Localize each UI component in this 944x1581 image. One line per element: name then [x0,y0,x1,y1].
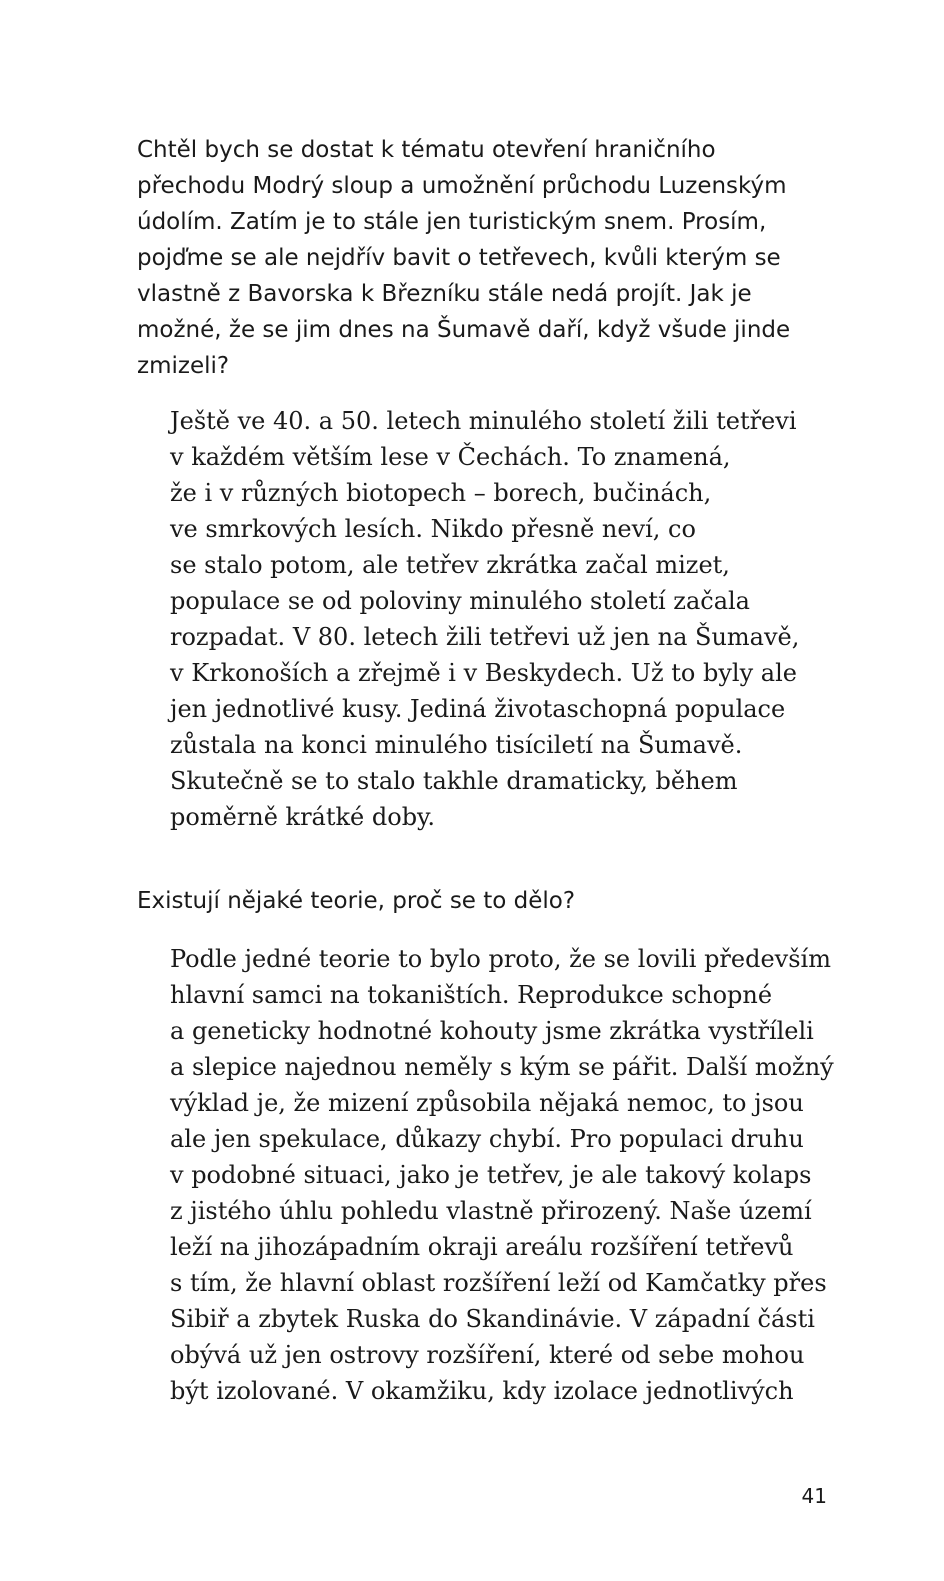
interview-question-1 [137,132,790,384]
text-line: jen jednotlivé kusy. Jediná životaschopná populace [170,695,786,723]
text-line: se stalo potom, ale tetřev zkrátka začal mizet, [170,551,730,579]
text-line: přechodu Modrý sloup a umožnění průchodu Luzenským [137,173,787,199]
text-line: zůstala na konci minulého tisíciletí na Šumavě. [170,731,743,759]
interview-answer-1 [170,403,799,835]
text-line: že i v různých biotopech – borech, bučinách, [170,479,712,507]
text-line: být izolované. V okamžiku, kdy izolace jednotlivých [170,1377,794,1405]
text-line: Chtěl bych se dostat k tématu otevření hraničního [137,137,716,163]
page-number: 41 [801,1484,827,1508]
text-line: možné, že se jim dnes na Šumavě daří, když všude jinde [137,317,791,343]
text-line: s tím, že hlavní oblast rozšíření leží od Kamčatky přes [170,1269,827,1297]
text-line: údolím. Zatím je to stále jen turistickým snem. Prosím, [137,209,767,235]
interview-question-2 [137,883,575,919]
text-line: Podle jedné teorie to bylo proto, že se lovili především [170,945,831,973]
text-line: v každém větším lese v Čechách. To znamená, [170,443,731,471]
text-line: poměrně krátké doby. [170,803,436,831]
text-line: Existují nějaké teorie, proč se to dělo? [137,888,576,914]
text-line: pojďme se ale nejdřív bavit o tetřevech, kvůli kterým se [137,245,781,271]
text-line: Sibiř a zbytek Ruska do Skandinávie. V západní části [170,1305,815,1333]
text-line: Ještě ve 40. a 50. letech minulého století žili tetřevi [170,407,797,435]
text-line: populace se od poloviny minulého století začala [170,587,750,615]
text-line: ale jen spekulace, důkazy chybí. Pro populaci druhu [170,1125,804,1153]
text-line: výklad je, že mizení způsobila nějaká nemoc, to jsou [170,1089,804,1117]
text-line: v podobné situaci, jako je tetřev, je ale takový kolaps [170,1161,812,1189]
text-line: Skutečně se to stalo takhle dramaticky, během [170,767,738,795]
text-line: obývá už jen ostrovy rozšíření, které od sebe mohou [170,1341,805,1369]
text-line: a geneticky hodnotné kohouty jsme zkrátka vystříleli [170,1017,814,1045]
text-line: z jistého úhlu pohledu vlastně přirozený. Naše území [170,1197,812,1225]
text-line: vlastně z Bavorska k Březníku stále nedá projít. Jak je [137,281,752,307]
text-line: zmizeli? [137,353,230,379]
text-line: v Krkonoších a zřejmě i v Beskydech. Už to byly ale [170,659,797,687]
text-line: hlavní samci na tokaništích. Reprodukce schopné [170,981,773,1009]
text-line: rozpadat. V 80. letech žili tetřevi už jen na Šumavě, [170,623,800,651]
interview-answer-2 [170,941,834,1409]
text-line: a slepice najednou neměly s kým se pářit. Další možný [170,1053,834,1081]
text-line: leží na jihozápadním okraji areálu rozšíření tetřevů [170,1233,794,1261]
text-line: ve smrkových lesích. Nikdo přesně neví, co [170,515,696,543]
